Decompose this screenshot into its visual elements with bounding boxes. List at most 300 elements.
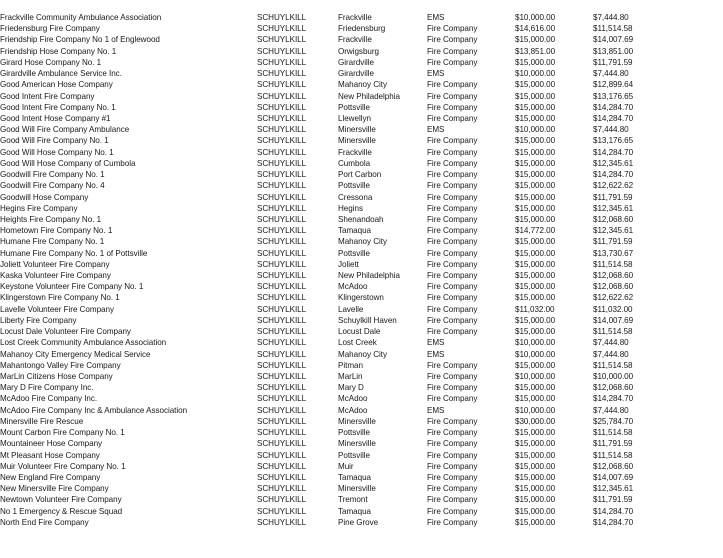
cell-county: SCHUYLKILL — [257, 181, 307, 191]
table-row — [0, 450, 723, 461]
cell-awarded: $11,791.59 — [593, 192, 633, 202]
cell-requested: $15,000.00 — [515, 439, 556, 449]
cell-city: Lavelle — [338, 304, 364, 314]
table-row — [0, 225, 723, 236]
cell-city: Pottsville — [338, 181, 370, 191]
cell-type: Fire Company — [427, 35, 478, 45]
cell-city: Schuylkill Haven — [338, 315, 397, 325]
cell-requested: $15,000.00 — [515, 394, 556, 404]
cell-awarded: $11,791.59 — [593, 439, 633, 449]
cell-type: Fire Company — [427, 158, 478, 168]
cell-type: Fire Company — [427, 484, 478, 494]
cell-awarded: $12,068.60 — [593, 282, 634, 292]
cell-awarded: $13,176.65 — [593, 136, 634, 146]
cell-city: Minersville — [338, 484, 376, 494]
cell-county: SCHUYLKILL — [257, 57, 307, 67]
table-row — [0, 147, 723, 158]
cell-requested: $10,000.00 — [515, 338, 556, 348]
cell-county: SCHUYLKILL — [257, 237, 307, 247]
table-row — [0, 472, 723, 483]
table-row — [0, 236, 723, 247]
table-row — [0, 68, 723, 79]
cell-awarded: $11,514.58 — [593, 327, 633, 337]
cell-awarded: $12,068.60 — [593, 214, 634, 224]
cell-organization: Liberty Fire Company — [0, 315, 77, 325]
cell-city: Tremont — [338, 495, 368, 505]
cell-type: Fire Company — [427, 495, 478, 505]
cell-county: SCHUYLKILL — [257, 35, 307, 45]
cell-requested: $15,000.00 — [515, 214, 556, 224]
cell-organization: No 1 Emergency & Rescue Squad — [0, 506, 123, 516]
cell-organization: Kaska Volunteer Fire Company — [0, 271, 111, 281]
cell-organization: Goodwill Fire Company No. 4 — [0, 181, 105, 191]
cell-type: Fire Company — [427, 315, 478, 325]
cell-city: New Philadelphia — [338, 91, 400, 101]
cell-requested: $15,000.00 — [515, 102, 556, 112]
cell-county: SCHUYLKILL — [257, 259, 307, 269]
cell-awarded: $13,730.67 — [593, 248, 634, 258]
cell-awarded: $12,345.61 — [593, 226, 634, 236]
cell-organization: New England Fire Company — [0, 472, 101, 482]
cell-county: SCHUYLKILL — [257, 214, 307, 224]
table-row — [0, 393, 723, 404]
cell-county: SCHUYLKILL — [257, 136, 307, 146]
cell-county: SCHUYLKILL — [257, 450, 307, 460]
cell-city: Frackville — [338, 13, 372, 22]
cell-type: Fire Company — [427, 327, 478, 337]
table-row — [0, 34, 723, 45]
cell-awarded: $14,284.70 — [593, 147, 634, 157]
cell-requested: $15,000.00 — [515, 57, 556, 67]
cell-requested: $10,000.00 — [515, 349, 556, 359]
cell-county: SCHUYLKILL — [257, 405, 307, 415]
cell-requested: $15,000.00 — [515, 203, 556, 213]
cell-type: Fire Company — [427, 271, 478, 281]
cell-type: Fire Company — [427, 506, 478, 516]
cell-requested: $15,000.00 — [515, 484, 556, 494]
cell-organization: Girardville Ambulance Service Inc. — [0, 69, 122, 79]
cell-requested: $15,000.00 — [515, 158, 556, 168]
cell-type: Fire Company — [427, 170, 478, 180]
cell-city: Girardville — [338, 69, 374, 79]
cell-county: SCHUYLKILL — [257, 293, 307, 303]
cell-requested: $15,000.00 — [515, 170, 556, 180]
table-row — [0, 281, 723, 292]
cell-requested: $14,616.00 — [515, 24, 556, 34]
cell-organization: Humane Fire Company No. 1 — [0, 237, 105, 247]
cell-county: SCHUYLKILL — [257, 282, 307, 292]
cell-requested: $14,772.00 — [515, 226, 556, 236]
cell-type: Fire Company — [427, 203, 478, 213]
cell-organization: Humane Fire Company No. 1 of Pottsville — [0, 248, 148, 258]
cell-type: Fire Company — [427, 24, 478, 34]
table-row — [0, 494, 723, 505]
cell-awarded: $14,284.70 — [593, 394, 634, 404]
table-row — [0, 259, 723, 270]
table-row — [0, 270, 723, 281]
cell-organization: Mary D Fire Company Inc. — [0, 383, 94, 393]
cell-awarded: $12,345.61 — [593, 203, 634, 213]
cell-requested: $15,000.00 — [515, 282, 556, 292]
cell-requested: $15,000.00 — [515, 472, 556, 482]
cell-awarded: $11,791.59 — [593, 495, 633, 505]
cell-awarded: $7,444.80 — [593, 13, 629, 22]
cell-organization: Mountaineer Hose Company — [0, 439, 103, 449]
cell-requested: $15,000.00 — [515, 259, 556, 269]
table-row — [0, 360, 723, 371]
cell-county: SCHUYLKILL — [257, 91, 307, 101]
cell-type: Fire Company — [427, 46, 478, 56]
cell-organization: Klingerstown Fire Company No. 1 — [0, 293, 120, 303]
cell-awarded: $14,284.70 — [593, 170, 634, 180]
cell-city: Pitman — [338, 360, 363, 370]
cell-requested: $10,000.00 — [515, 13, 556, 22]
cell-city: Frackville — [338, 147, 372, 157]
cell-city: McAdoo — [338, 405, 368, 415]
table-row — [0, 438, 723, 449]
cell-city: Locust Dale — [338, 327, 381, 337]
cell-requested: $15,000.00 — [515, 428, 556, 438]
cell-city: Tamaqua — [338, 472, 372, 482]
cell-awarded: $12,068.60 — [593, 271, 634, 281]
table-row — [0, 91, 723, 102]
cell-requested: $15,000.00 — [515, 495, 556, 505]
cell-county: SCHUYLKILL — [257, 315, 307, 325]
cell-awarded: $11,514.58 — [593, 24, 633, 34]
cell-type: Fire Company — [427, 113, 478, 123]
cell-awarded: $13,176.65 — [593, 91, 634, 101]
cell-city: McAdoo — [338, 282, 368, 292]
cell-county: SCHUYLKILL — [257, 338, 307, 348]
cell-requested: $30,000.00 — [515, 416, 556, 426]
cell-type: Fire Company — [427, 282, 478, 292]
table-row — [0, 214, 723, 225]
table-row — [0, 102, 723, 113]
cell-type: Fire Company — [427, 57, 478, 67]
cell-requested: $15,000.00 — [515, 517, 556, 527]
cell-requested: $15,000.00 — [515, 315, 556, 325]
cell-requested: $15,000.00 — [515, 293, 556, 303]
cell-requested: $15,000.00 — [515, 237, 556, 247]
cell-city: Minersville — [338, 439, 376, 449]
table-row — [0, 349, 723, 360]
table-row — [0, 192, 723, 203]
table-body — [0, 12, 723, 528]
cell-awarded: $14,284.70 — [593, 102, 634, 112]
cell-organization: MarLin Citizens Hose Company — [0, 372, 113, 381]
cell-type: Fire Company — [427, 102, 478, 112]
table-row — [0, 483, 723, 494]
cell-organization: Good Will Fire Company No. 1 — [0, 136, 109, 146]
cell-requested: $15,000.00 — [515, 35, 556, 45]
cell-city: Pottsville — [338, 428, 370, 438]
cell-county: SCHUYLKILL — [257, 102, 307, 112]
cell-county: SCHUYLKILL — [257, 428, 307, 438]
cell-requested: $15,000.00 — [515, 327, 556, 337]
cell-county: SCHUYLKILL — [257, 484, 307, 494]
table-row — [0, 461, 723, 472]
cell-county: SCHUYLKILL — [257, 46, 307, 56]
cell-organization: Friedensburg Fire Company — [0, 24, 100, 34]
table-row — [0, 506, 723, 517]
cell-requested: $15,000.00 — [515, 80, 556, 90]
cell-organization: McAdoo Fire Company Inc & Ambulance Association — [0, 405, 188, 415]
cell-city: Frackville — [338, 35, 372, 45]
cell-organization: Friendship Fire Company No 1 of Englewood — [0, 35, 160, 45]
cell-type: EMS — [427, 338, 445, 348]
cell-organization: Keystone Volunteer Fire Company No. 1 — [0, 282, 144, 292]
cell-county: SCHUYLKILL — [257, 495, 307, 505]
cell-requested: $15,000.00 — [515, 181, 556, 191]
cell-organization: Minersville Fire Rescue — [0, 416, 84, 426]
table-row — [0, 12, 723, 23]
table-row — [0, 57, 723, 68]
cell-city: Port Carbon — [338, 170, 382, 180]
cell-county: SCHUYLKILL — [257, 327, 307, 337]
table-row — [0, 382, 723, 393]
award-listing-table — [0, 12, 723, 528]
cell-organization: Good Will Hose Company of Cumbola — [0, 158, 136, 168]
cell-organization: Goodwill Hose Company — [0, 192, 89, 202]
cell-type: Fire Company — [427, 259, 478, 269]
table-row — [0, 79, 723, 90]
cell-county: SCHUYLKILL — [257, 248, 307, 258]
cell-county: SCHUYLKILL — [257, 517, 307, 527]
table-row — [0, 46, 723, 57]
cell-awarded: $12,345.61 — [593, 158, 634, 168]
cell-organization: Good Will Hose Company No. 1 — [0, 147, 114, 157]
cell-organization: Goodwill Fire Company No. 1 — [0, 170, 105, 180]
cell-awarded: $13,851.00 — [593, 46, 634, 56]
cell-city: Mary D — [338, 383, 364, 393]
cell-organization: New Minersville Fire Company — [0, 484, 109, 494]
cell-awarded: $14,284.70 — [593, 506, 634, 516]
cell-requested: $15,000.00 — [515, 360, 556, 370]
cell-type: Fire Company — [427, 439, 478, 449]
cell-type: Fire Company — [427, 304, 478, 314]
cell-awarded: $11,791.59 — [593, 237, 633, 247]
cell-awarded: $11,032.00 — [593, 304, 633, 314]
cell-county: SCHUYLKILL — [257, 192, 307, 202]
cell-city: MarLin — [338, 372, 363, 381]
table-row — [0, 180, 723, 191]
cell-organization: Lavelle Volunteer Fire Company — [0, 304, 114, 314]
cell-organization: Mahantongo Valley Fire Company — [0, 360, 121, 370]
cell-city: Lost Creek — [338, 338, 377, 348]
cell-type: Fire Company — [427, 248, 478, 258]
cell-awarded: $12,345.61 — [593, 484, 634, 494]
table-row — [0, 337, 723, 348]
cell-city: New Philadelphia — [338, 271, 400, 281]
cell-awarded: $14,284.70 — [593, 517, 634, 527]
cell-awarded: $11,514.58 — [593, 450, 633, 460]
cell-organization: Frackville Community Ambulance Association — [0, 13, 162, 22]
cell-awarded: $12,622.62 — [593, 293, 634, 303]
cell-type: Fire Company — [427, 450, 478, 460]
cell-county: SCHUYLKILL — [257, 113, 307, 123]
cell-organization: Hegins Fire Company — [0, 203, 78, 213]
cell-county: SCHUYLKILL — [257, 271, 307, 281]
cell-county: SCHUYLKILL — [257, 158, 307, 168]
cell-requested: $13,851.00 — [515, 46, 556, 56]
cell-type: EMS — [427, 13, 445, 22]
cell-awarded: $25,784.70 — [593, 416, 634, 426]
cell-city: Minersville — [338, 136, 376, 146]
cell-requested: $11,032.00 — [515, 304, 555, 314]
cell-county: SCHUYLKILL — [257, 360, 307, 370]
cell-type: EMS — [427, 125, 445, 135]
cell-organization: Good Will Fire Company Ambulance — [0, 125, 130, 135]
table-row — [0, 113, 723, 124]
table-row — [0, 23, 723, 34]
cell-city: Shenandoah — [338, 214, 384, 224]
cell-awarded: $7,444.80 — [593, 405, 629, 415]
cell-type: EMS — [427, 349, 445, 359]
cell-type: Fire Company — [427, 472, 478, 482]
cell-awarded: $7,444.80 — [593, 125, 629, 135]
cell-county: SCHUYLKILL — [257, 170, 307, 180]
cell-awarded: $12,068.60 — [593, 383, 634, 393]
cell-county: SCHUYLKILL — [257, 506, 307, 516]
cell-organization: Locust Dale Volunteer Fire Company — [0, 327, 131, 337]
cell-requested: $15,000.00 — [515, 192, 556, 202]
cell-awarded: $7,444.80 — [593, 69, 629, 79]
cell-awarded: $14,007.69 — [593, 315, 634, 325]
cell-county: SCHUYLKILL — [257, 203, 307, 213]
table-row — [0, 158, 723, 169]
cell-county: SCHUYLKILL — [257, 304, 307, 314]
cell-type: Fire Company — [427, 517, 478, 527]
cell-type: Fire Company — [427, 91, 478, 101]
cell-city: Orwigsburg — [338, 46, 379, 56]
cell-awarded: $7,444.80 — [593, 338, 629, 348]
cell-awarded: $11,791.59 — [593, 57, 633, 67]
cell-organization: Mount Carbon Fire Company No. 1 — [0, 428, 125, 438]
cell-type: Fire Company — [427, 394, 478, 404]
cell-organization: McAdoo Fire Company Inc. — [0, 394, 98, 404]
cell-county: SCHUYLKILL — [257, 439, 307, 449]
cell-organization: Mt Pleasant Hose Company — [0, 450, 100, 460]
cell-city: Tamaqua — [338, 226, 372, 236]
table-row — [0, 135, 723, 146]
cell-awarded: $14,284.70 — [593, 113, 634, 123]
cell-requested: $10,000.00 — [515, 405, 556, 415]
cell-organization: Hometown Fire Company No. 1 — [0, 226, 113, 236]
cell-requested: $15,000.00 — [515, 271, 556, 281]
cell-type: Fire Company — [427, 147, 478, 157]
cell-city: Llewellyn — [338, 113, 371, 123]
table-row — [0, 304, 723, 315]
cell-county: SCHUYLKILL — [257, 226, 307, 236]
cell-type: Fire Company — [427, 237, 478, 247]
cell-awarded: $14,007.69 — [593, 472, 634, 482]
cell-requested: $15,000.00 — [515, 136, 556, 146]
cell-type: Fire Company — [427, 461, 478, 471]
cell-city: Cumbola — [338, 158, 371, 168]
cell-awarded: $14,007.69 — [593, 35, 634, 45]
cell-city: Klingerstown — [338, 293, 384, 303]
cell-awarded: $12,622.62 — [593, 181, 634, 191]
cell-requested: $10,000.00 — [515, 125, 556, 135]
cell-organization: Girard Hose Company No. 1 — [0, 57, 102, 67]
cell-county: SCHUYLKILL — [257, 394, 307, 404]
cell-type: Fire Company — [427, 214, 478, 224]
cell-county: SCHUYLKILL — [257, 416, 307, 426]
cell-awarded: $11,514.58 — [593, 428, 633, 438]
table-row — [0, 405, 723, 416]
cell-requested: $10,000.00 — [515, 372, 556, 381]
table-row — [0, 517, 723, 528]
table-row — [0, 124, 723, 135]
cell-type: Fire Company — [427, 360, 478, 370]
cell-county: SCHUYLKILL — [257, 372, 307, 381]
cell-requested: $15,000.00 — [515, 506, 556, 516]
cell-city: Mahanoy City — [338, 80, 388, 90]
table-row — [0, 416, 723, 427]
cell-city: Joliett — [338, 259, 359, 269]
cell-organization: Good Intent Fire Company — [0, 91, 95, 101]
cell-county: SCHUYLKILL — [257, 472, 307, 482]
cell-type: Fire Company — [427, 181, 478, 191]
cell-city: McAdoo — [338, 394, 368, 404]
cell-city: Pine Grove — [338, 517, 379, 527]
cell-requested: $10,000.00 — [515, 69, 556, 79]
cell-awarded: $12,899.64 — [593, 80, 634, 90]
cell-organization: Lost Creek Community Ambulance Association — [0, 338, 167, 348]
table-row — [0, 371, 723, 382]
cell-county: SCHUYLKILL — [257, 147, 307, 157]
table-row — [0, 315, 723, 326]
cell-organization: North End Fire Company — [0, 517, 89, 527]
cell-organization: Heights Fire Company No. 1 — [0, 214, 102, 224]
cell-county: SCHUYLKILL — [257, 125, 307, 135]
cell-requested: $15,000.00 — [515, 450, 556, 460]
table-row — [0, 248, 723, 259]
cell-county: SCHUYLKILL — [257, 349, 307, 359]
cell-type: Fire Company — [427, 293, 478, 303]
cell-requested: $15,000.00 — [515, 147, 556, 157]
cell-awarded: $7,444.80 — [593, 349, 629, 359]
cell-awarded: $12,068.60 — [593, 461, 634, 471]
cell-city: Muir — [338, 461, 354, 471]
cell-requested: $15,000.00 — [515, 113, 556, 123]
cell-awarded: $11,514.58 — [593, 259, 633, 269]
cell-city: Mahanoy City — [338, 349, 388, 359]
table-row — [0, 292, 723, 303]
cell-organization: Friendship Hose Company No. 1 — [0, 46, 117, 56]
cell-city: Tamaqua — [338, 506, 372, 516]
cell-type: Fire Company — [427, 192, 478, 202]
cell-county: SCHUYLKILL — [257, 13, 307, 22]
cell-city: Pottsville — [338, 450, 370, 460]
cell-organization: Joliett Volunteer Fire Company — [0, 259, 110, 269]
cell-type: Fire Company — [427, 136, 478, 146]
cell-type: Fire Company — [427, 80, 478, 90]
cell-county: SCHUYLKILL — [257, 69, 307, 79]
cell-city: Pottsville — [338, 102, 370, 112]
cell-city: Mahanoy City — [338, 237, 388, 247]
cell-requested: $15,000.00 — [515, 91, 556, 101]
cell-city: Girardville — [338, 57, 374, 67]
cell-type: Fire Company — [427, 372, 478, 381]
cell-county: SCHUYLKILL — [257, 383, 307, 393]
cell-type: Fire Company — [427, 428, 478, 438]
cell-type: EMS — [427, 405, 445, 415]
cell-type: Fire Company — [427, 383, 478, 393]
cell-city: Minersville — [338, 416, 376, 426]
table-row — [0, 203, 723, 214]
cell-county: SCHUYLKILL — [257, 80, 307, 90]
